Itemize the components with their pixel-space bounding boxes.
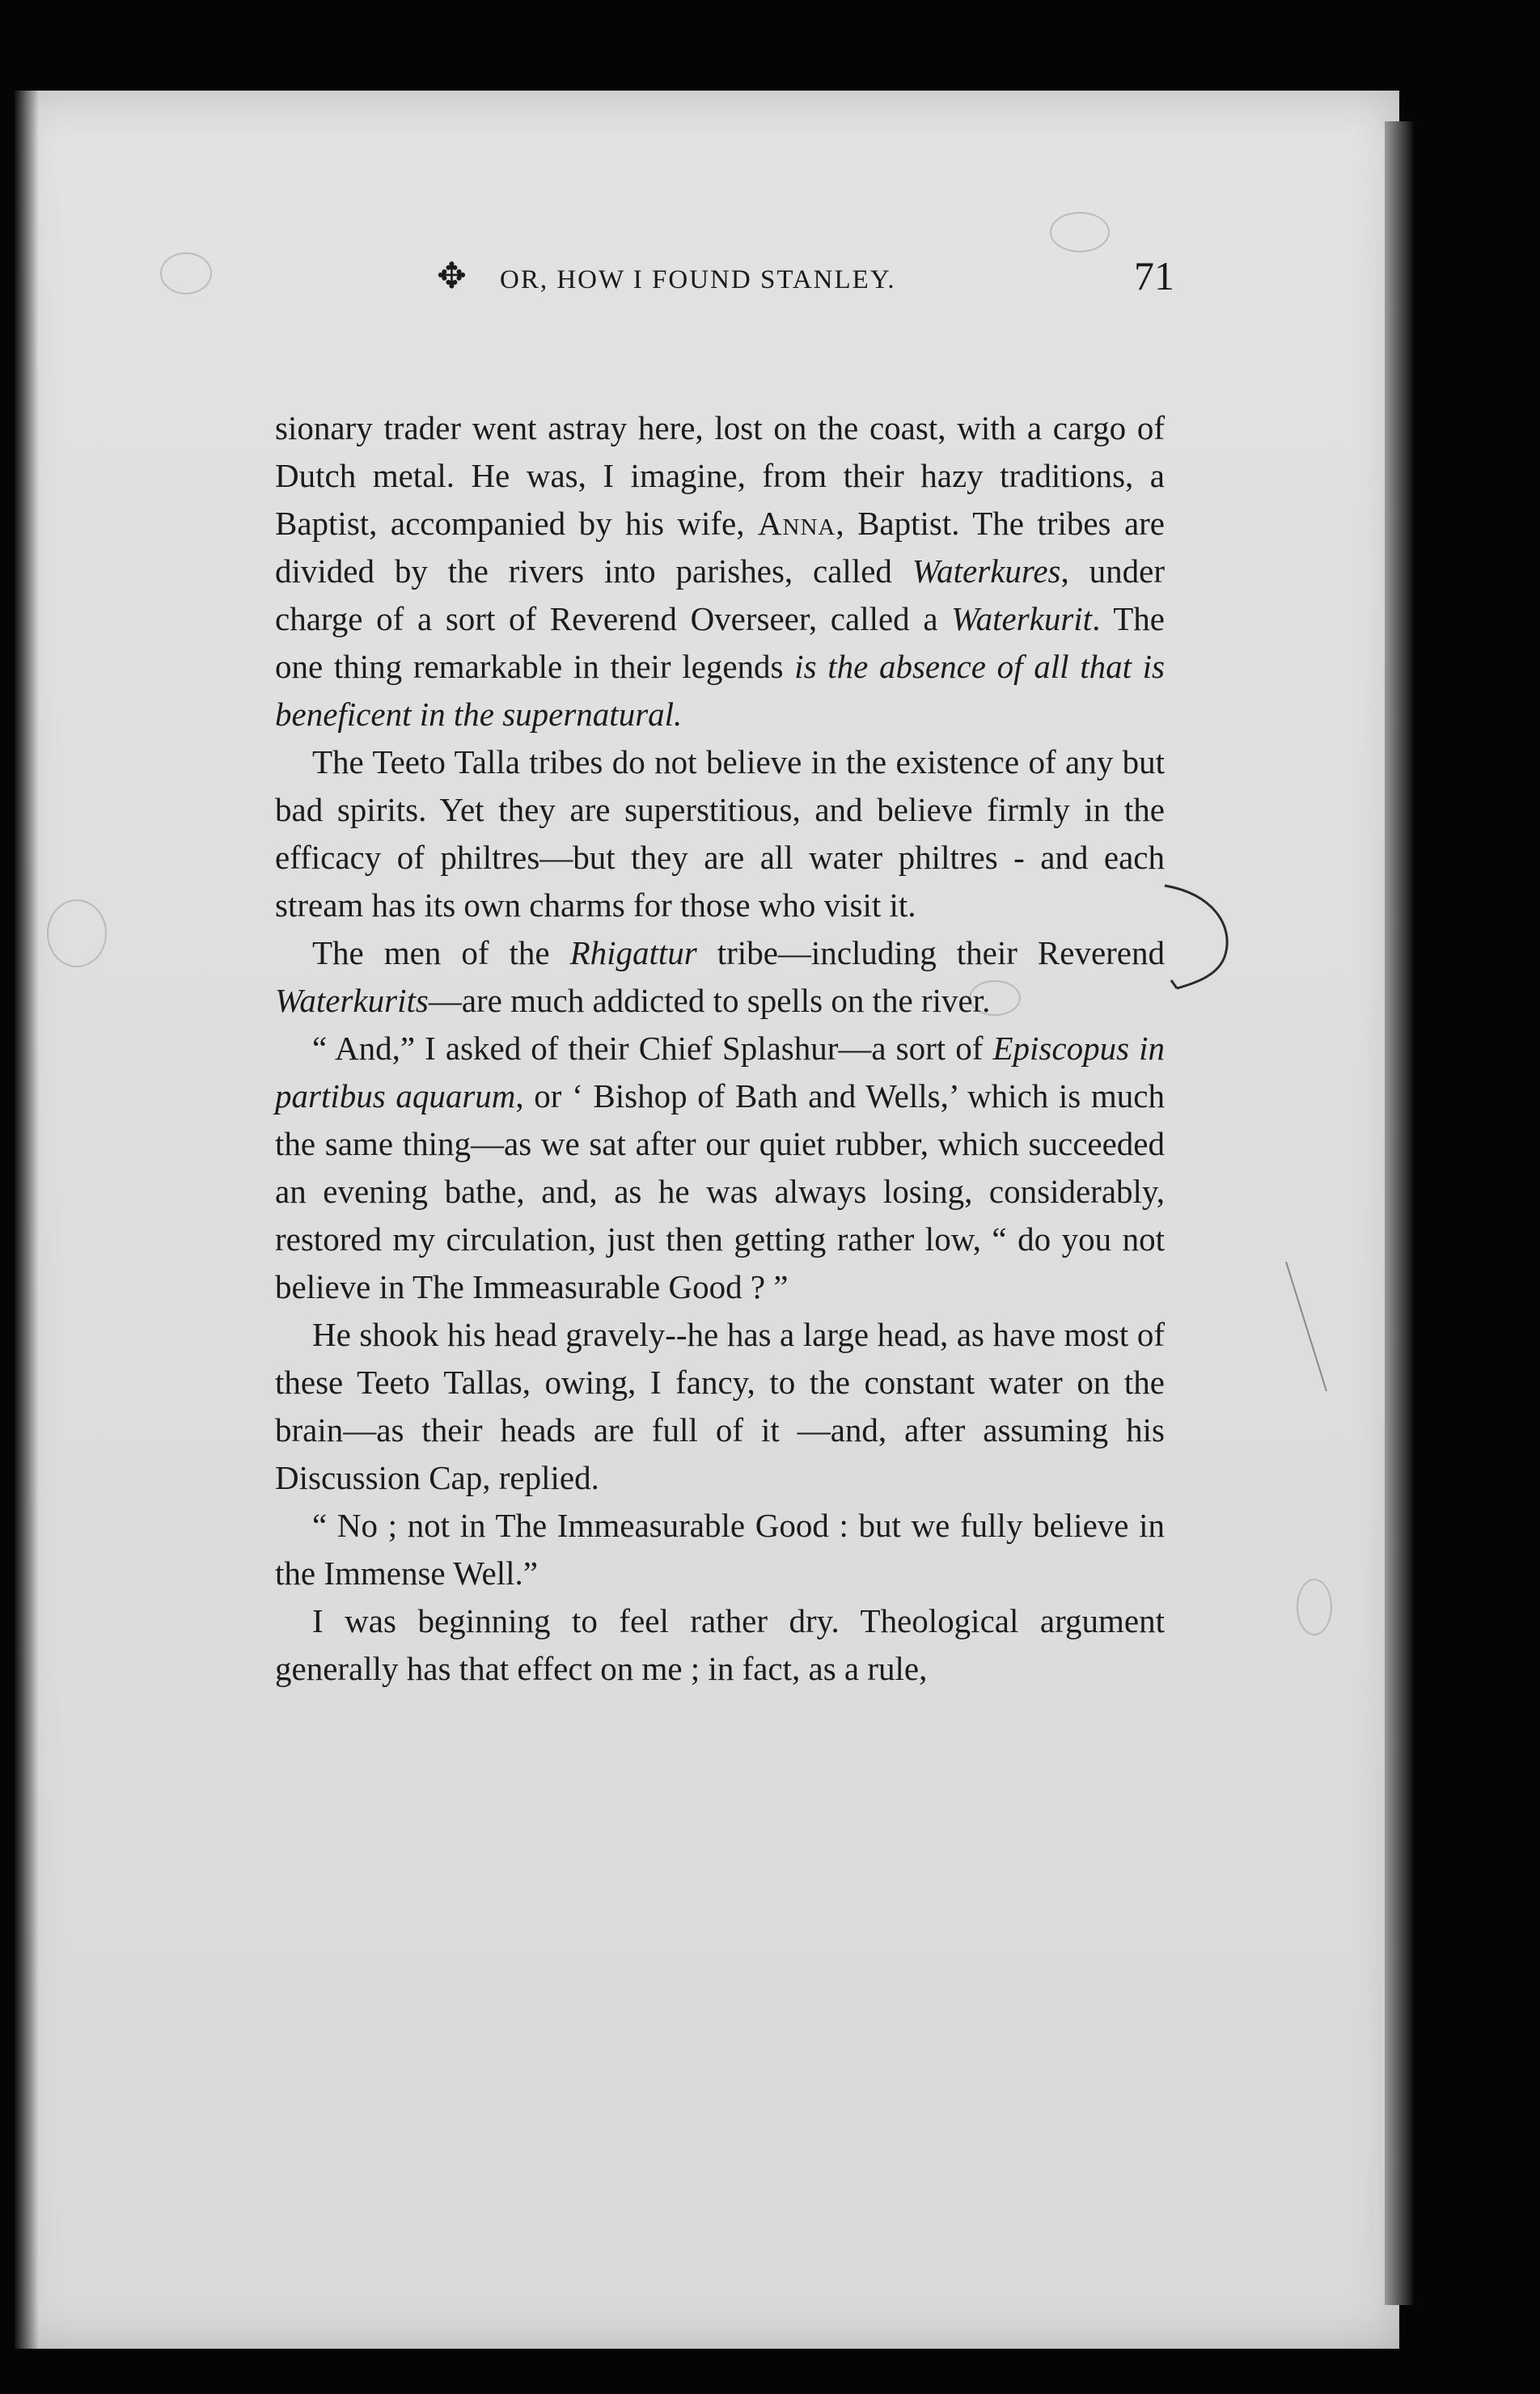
text-run: I was beginning to feel rather dry. Theological argument generally has that effect on me ; in fact, as a rule, bbox=[275, 1602, 1165, 1687]
running-head bbox=[437, 252, 1174, 309]
italic-text: Episcopus in partibus aquarum bbox=[275, 1030, 1165, 1115]
text-run: The men of the bbox=[312, 934, 570, 971]
text-run: , under charge of a sort of Reverend Overseer, called a bbox=[275, 552, 1165, 637]
spine-shadow bbox=[15, 91, 39, 2349]
text-run: The Teeto Talla tribes do not believe in the existence of any but bad spirits. Yet they are superstitious, and believe firmly in the efficacy of philtres—but they are all water philtres - and each stream has its own charms for those who visit it. bbox=[275, 743, 1165, 924]
italic-text: Waterkurit bbox=[951, 600, 1093, 637]
paper-stain bbox=[160, 252, 212, 294]
paragraph bbox=[275, 1025, 1165, 1311]
running-head-title: OR, HOW I FOUND STANLEY. bbox=[500, 265, 896, 294]
paragraph bbox=[275, 1502, 1165, 1597]
italic-text: is the absence of all that is beneficent in the supernatural. bbox=[275, 648, 1165, 733]
paper-stain bbox=[1050, 212, 1110, 252]
paper-stain bbox=[47, 899, 107, 967]
text-run: , Baptist. The tribes are divided by the rivers into parishes, called bbox=[275, 505, 1165, 590]
text-run: “ No ; not in The Immeasurable Good : but we fully believe in the Immense Well.” bbox=[275, 1507, 1165, 1592]
text-run: “ And,” I asked of their Chief Splashur—a sort of bbox=[312, 1030, 993, 1067]
paragraph bbox=[275, 1311, 1165, 1502]
italic-text: Rhigattur bbox=[569, 934, 697, 971]
italic-text: Waterkures bbox=[912, 552, 1061, 590]
paragraph bbox=[275, 404, 1165, 738]
italic-text: Waterkurits bbox=[275, 982, 429, 1019]
paragraph bbox=[275, 1597, 1165, 1693]
text-run: tribe—including their Reverend bbox=[696, 934, 1165, 971]
text-run: . The one thing remarkable in their legends bbox=[275, 600, 1165, 685]
paragraph bbox=[275, 929, 1165, 1025]
text-run: , or ‘ Bishop of Bath and Wells,’ which is much the same thing—as we sat after our quiet rubber, which succeeded an evening bathe, and, as he was always losing, considerably, restored my circulation, just then getting rather low, “ do you not believe in The Immeasurable Good ? ” bbox=[275, 1077, 1165, 1305]
text-run: He shook his head gravely--he has a large head, as have most of these Teeto Tallas, owing, I fancy, to the constant water on the brain—as their heads are full of it —and, after assuming his Discussion Cap, replied. bbox=[275, 1316, 1165, 1496]
small-caps-text: Anna bbox=[757, 505, 836, 542]
paragraph bbox=[275, 738, 1165, 929]
text-run: sionary trader went astray here, lost on the coast, with a cargo of Dutch metal. He was, I imagine, from their hazy traditions, a Baptist, accompanied by his wife, bbox=[275, 409, 1165, 542]
page-number: 71 bbox=[1134, 253, 1174, 298]
paper-stain bbox=[1297, 1579, 1332, 1635]
page-edge-shadow bbox=[1385, 121, 1414, 2305]
body-text bbox=[275, 404, 1165, 1693]
printer-ornament-icon: ✥ bbox=[437, 256, 467, 296]
text-run: —are much addicted to spells on the river. bbox=[428, 982, 991, 1019]
